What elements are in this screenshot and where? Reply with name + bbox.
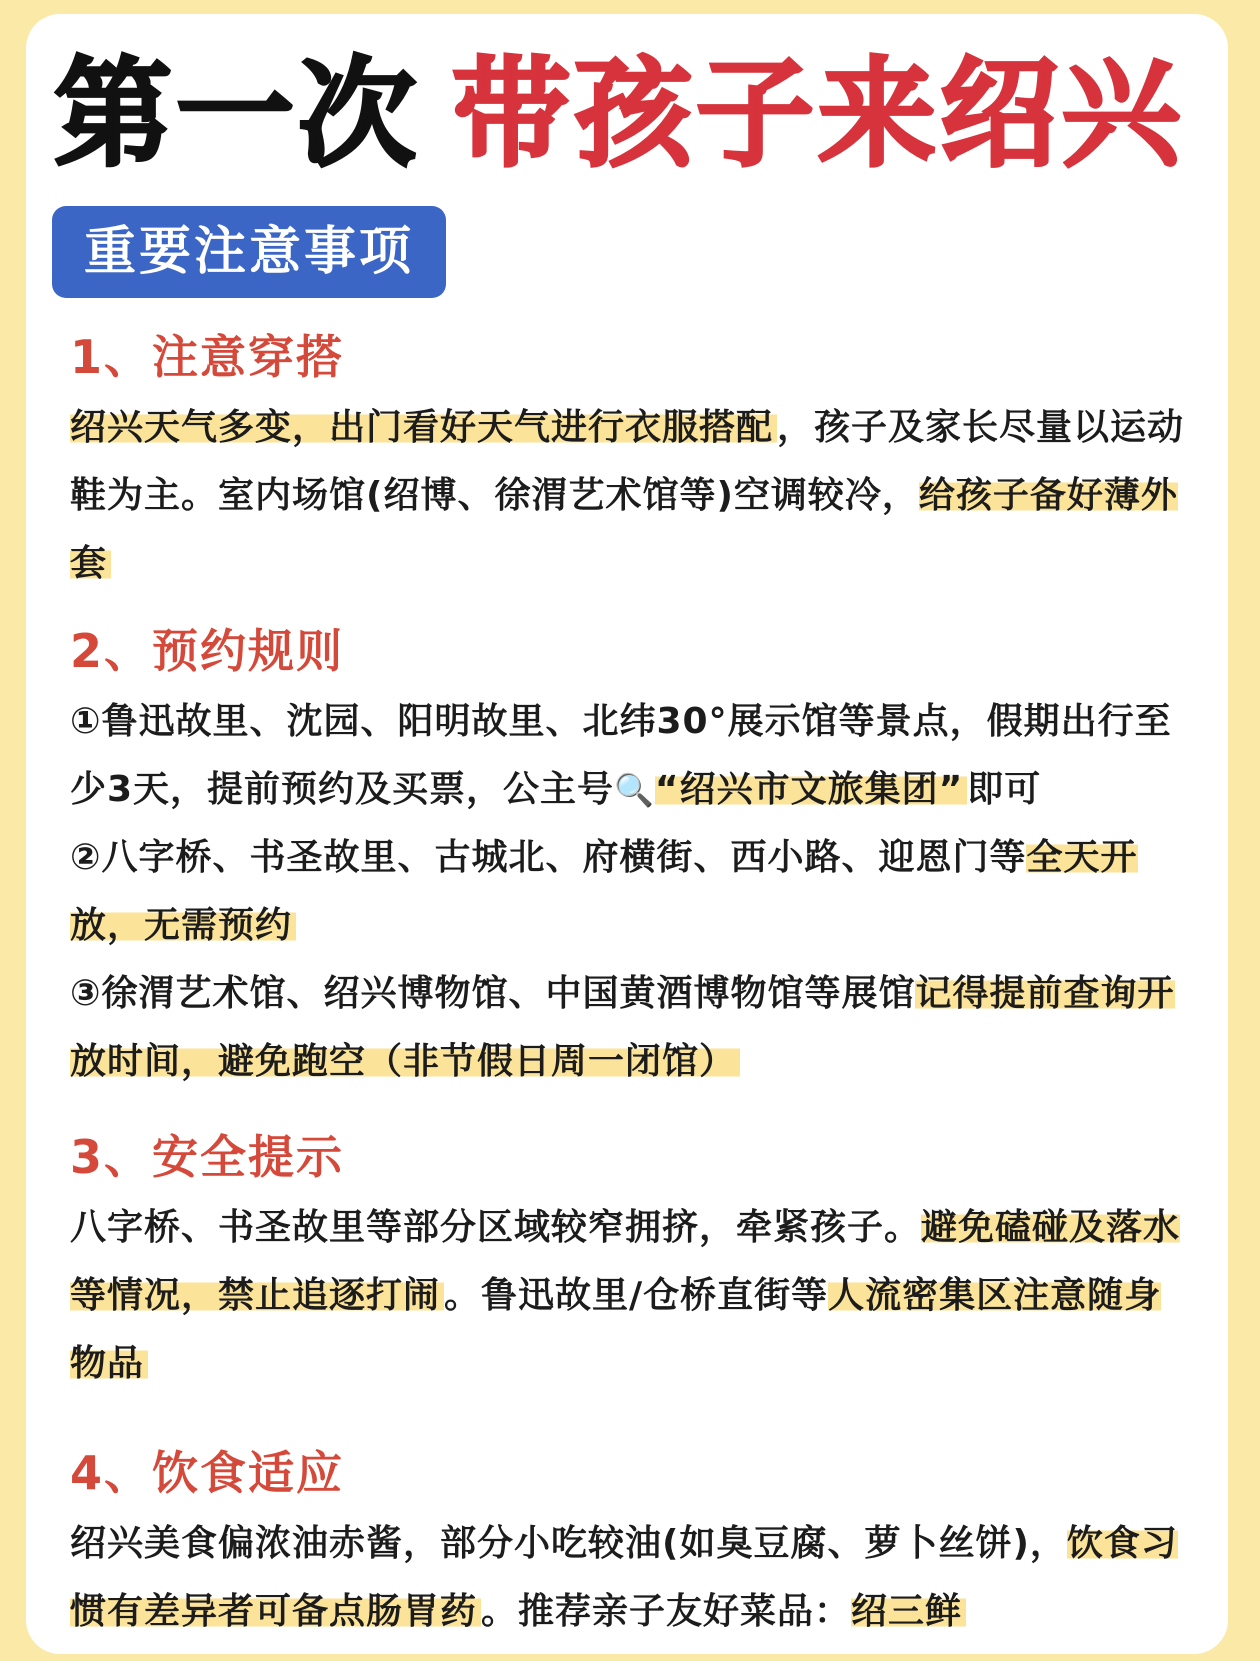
search-icon: 🔍	[614, 771, 655, 809]
reservation-rule-2	[70, 824, 1190, 960]
title-part-black: 第一次	[54, 45, 421, 183]
highlight-text: 全天开放，无需预约	[70, 837, 1138, 946]
highlight-text: 人流密集区注意随身物品	[70, 1275, 1162, 1384]
highlight-text: 给孩子备好薄外套	[70, 475, 1178, 584]
body-text: ②八字桥、书圣故里、古城北、府横街、西小路、迎恩门等	[70, 837, 1027, 878]
highlight-text: 绍三鲜	[851, 1591, 966, 1632]
body-text: ，孩子及家长尽量以运动鞋为主。室内场馆(绍博、徐渭艺术馆等)空调较冷，	[70, 407, 1185, 516]
section-heading: 1、注意穿搭	[70, 330, 345, 384]
body-text: 。推荐亲子友好菜品：	[481, 1591, 852, 1632]
section-diet	[70, 1442, 1190, 1646]
body-text: 即可	[967, 769, 1042, 810]
body-text: ①鲁迅故里、沈园、阳明故里、北纬30°展示馆等景点，假期出行至少3天，提前预约及买票，公主号	[70, 701, 1172, 810]
highlight-text: 绍兴天气多变，出门看好天气进行衣服搭配	[70, 407, 777, 448]
body-text: 绍兴美食偏浓油赤酱，部分小吃较油(如臭豆腐、萝卜丝饼)，	[70, 1523, 1067, 1564]
highlight-text: 避免磕碰及落水等情况，禁止追逐打闹	[70, 1207, 1181, 1316]
title-part-red: 带孩子来绍兴	[452, 45, 1185, 183]
section-safety	[70, 1126, 1190, 1398]
notice-badge: 重要注意事项	[52, 206, 446, 298]
section-reservation	[70, 620, 1190, 1096]
body-text: ③徐渭艺术馆、绍兴博物馆、中国黄酒博物馆等展馆	[70, 973, 916, 1014]
highlight-text: 饮食习惯有差异者可备点肠胃药	[70, 1523, 1178, 1632]
content-card	[26, 14, 1228, 1654]
body-text: 八字桥、书圣故里等部分区域较窄拥挤，牵紧孩子。	[70, 1207, 922, 1248]
reservation-rule-3	[70, 960, 1190, 1096]
section-clothing	[70, 326, 1190, 598]
highlight-text: 记得提前查询开放时间，避免跑空（非节假日周一闭馆）	[70, 973, 1175, 1082]
body-text: 。鲁迅故里/仓桥直街等	[444, 1275, 829, 1316]
section-paragraph	[70, 1194, 1190, 1398]
reservation-rule-1	[70, 688, 1190, 824]
section-heading: 3、安全提示	[70, 1130, 345, 1184]
section-heading: 2、预约规则	[70, 624, 345, 678]
section-heading: 4、饮食适应	[70, 1446, 345, 1500]
section-paragraph	[70, 1510, 1190, 1646]
page-title	[54, 44, 1184, 184]
section-paragraph	[70, 394, 1190, 598]
highlight-text: “绍兴市文旅集团”	[655, 769, 967, 810]
